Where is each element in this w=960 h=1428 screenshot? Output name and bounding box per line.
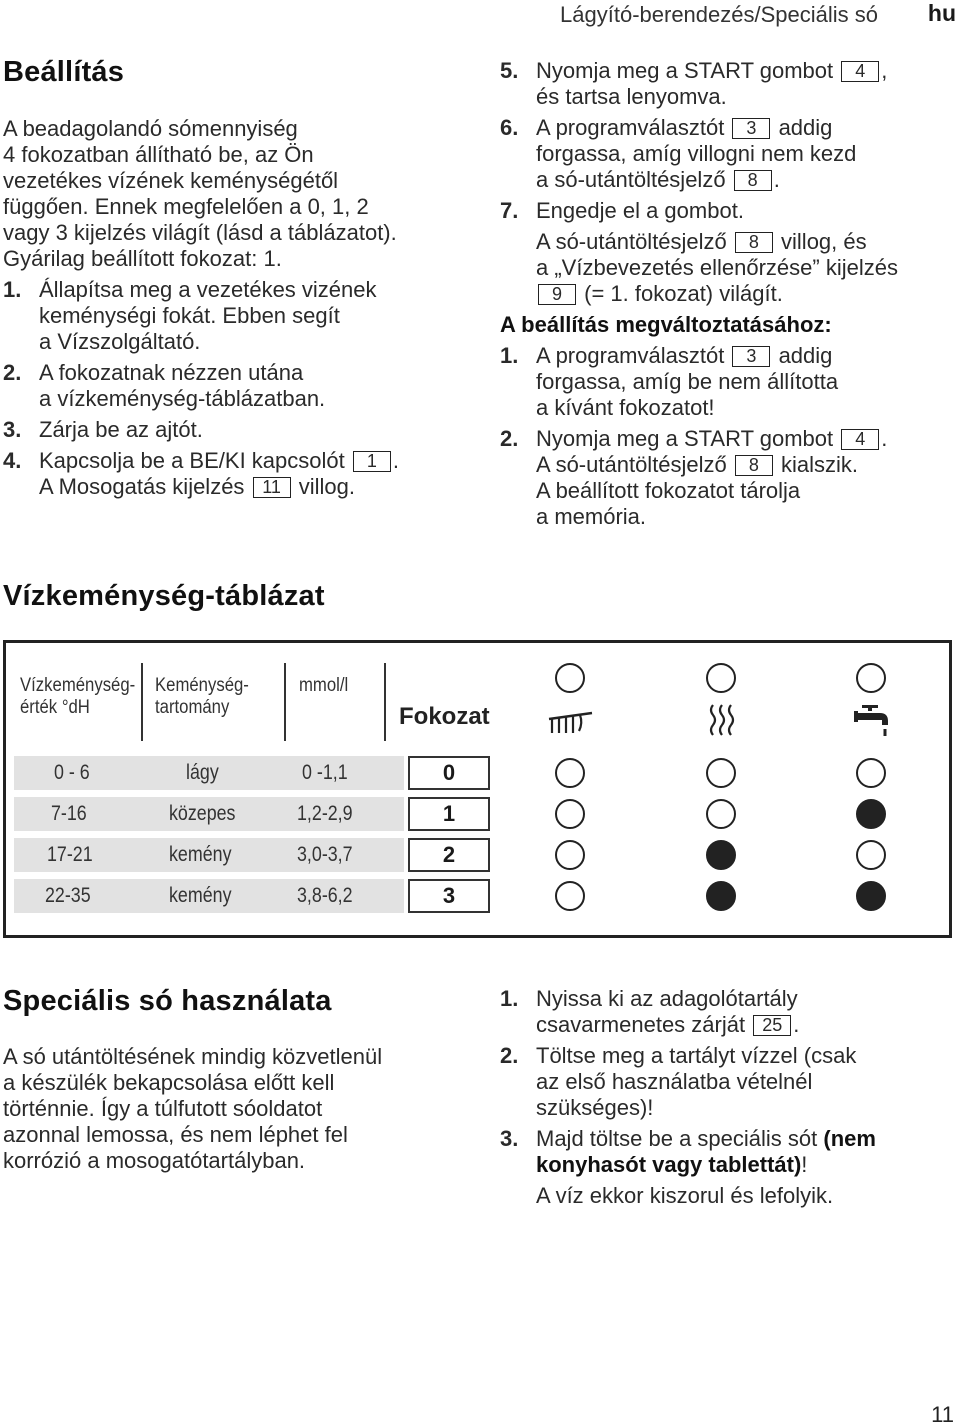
cell-dh: 17-21 xyxy=(47,843,93,866)
cell-range: kemény xyxy=(169,843,232,866)
led-indicator xyxy=(856,840,886,870)
led-indicator xyxy=(706,881,736,911)
header-divider xyxy=(284,663,286,741)
page-number: 11 xyxy=(931,1402,954,1427)
step-3: 3. Zárja be az ajtót. xyxy=(3,417,203,442)
tap-icon xyxy=(854,703,894,739)
key-box: 3 xyxy=(732,346,770,367)
header-divider xyxy=(384,663,386,741)
cell-range: lágy xyxy=(186,761,219,784)
table-heading: Vízkeménység-táblázat xyxy=(3,580,325,612)
key-box: 9 xyxy=(538,284,576,305)
led-indicator xyxy=(706,799,736,829)
indicator-icon xyxy=(555,663,585,693)
salt-step-2: 2. Töltse meg a tartályt vízzel (csak az első használatba vételnél szükséges)! xyxy=(500,1043,857,1120)
step-7: 7. Engedje el a gombot. A só-utántöltésjelző 8 villog, és a „Vízbevezetés ellenőrzése” kijelzés 9 (= 1. fokozat) világít. xyxy=(500,198,898,306)
intro-line: Gyárilag beállított fokozat: 1. xyxy=(3,246,282,271)
cell-mmol: 3,8-6,2 xyxy=(297,884,353,907)
cell-level: 3 xyxy=(408,879,490,913)
cell-dh: 22-35 xyxy=(45,884,91,907)
cell-mmol: 1,2-2,9 xyxy=(297,802,353,825)
language-code: hu xyxy=(927,0,956,26)
col-header-dh: Vízkeménység- érték °dH xyxy=(20,675,136,718)
led-indicator xyxy=(555,840,585,870)
intro-line: vezetékes vízének keménységétől xyxy=(3,168,339,193)
led-indicator xyxy=(555,758,585,788)
header-divider xyxy=(141,663,143,741)
led-indicator xyxy=(555,881,585,911)
steam-icon xyxy=(708,703,738,737)
led-indicator xyxy=(555,799,585,829)
led-indicator xyxy=(856,881,886,911)
col-header-mmol: mmol/l xyxy=(299,675,349,696)
key-box: 25 xyxy=(753,1015,791,1036)
key-box: 8 xyxy=(734,170,772,191)
key-box: 11 xyxy=(253,477,291,498)
special-salt-heading: Speciális só használata xyxy=(3,985,332,1017)
led-indicator xyxy=(706,840,736,870)
key-box: 4 xyxy=(841,429,879,450)
key-box: 3 xyxy=(732,118,770,139)
step-5: 5. Nyomja meg a START gombot 4 , és tartsa lenyomva. xyxy=(500,58,888,109)
salt-step-3: 3. Majd töltse be a speciális sót (nem konyhasót vagy tablettát)! A víz ekkor kiszorul és lefolyik. xyxy=(500,1126,876,1208)
key-box: 4 xyxy=(841,61,879,82)
cell-level: 2 xyxy=(408,838,490,872)
special-salt-intro: A só utántöltésének mindig közvetlenül a készülék bekapcsolása előtt kell történnie. Így a túlfutott sóoldatot azonnal lemossa, és nem léphet fel korrózió a mosogatótartályban. xyxy=(3,1044,383,1173)
key-box: 8 xyxy=(735,232,773,253)
cell-range: közepes xyxy=(169,802,236,825)
change-heading: A beállítás megváltoztatásához: xyxy=(500,312,832,337)
indicator-icon xyxy=(706,663,736,693)
step-4: 4. Kapcsolja be a BE/KI kapcsolót 1 . A Mosogatás kijelzés 11 villog. xyxy=(3,448,399,499)
intro-line: vagy 3 kijelzés világít (lásd a táblázatot). xyxy=(3,220,397,245)
key-box: 8 xyxy=(735,455,773,476)
cell-level: 1 xyxy=(408,797,490,831)
special-salt-steps xyxy=(500,986,955,1209)
cell-mmol: 3,0-3,7 xyxy=(297,843,353,866)
page-header-title: Lágyító-berendezés/Speciális só xyxy=(560,2,878,27)
step-6: 6. A programválasztót 3 addig forgassa, amíg villogni nem kezd a só-utántöltésjelző 8 . xyxy=(500,115,857,192)
rinse-icon xyxy=(546,709,596,737)
led-indicator xyxy=(706,758,736,788)
step-1: 1. Állapítsa meg a vezetékes vizének keménységi fokát. Ebben segít a Vízszolgáltató. xyxy=(3,277,377,354)
salt-step-1: 1. Nyissa ki az adagolótartály csavarmenetes zárját 25 . xyxy=(500,986,800,1037)
col-header-level: Fokozat xyxy=(399,703,490,730)
key-box: 1 xyxy=(353,451,391,472)
led-indicator xyxy=(856,799,886,829)
intro-line: 4 fokozatban állítható be, az Ön xyxy=(3,142,314,167)
cell-mmol: 0 -1,1 xyxy=(302,761,348,784)
cell-dh: 0 - 6 xyxy=(54,761,90,784)
led-indicator xyxy=(856,758,886,788)
change-step-1: 1. A programválasztót 3 addig forgassa, amíg be nem állította a kívánt fokozatot! xyxy=(500,343,839,420)
cell-dh: 7-16 xyxy=(51,802,87,825)
beallitas-steps-right xyxy=(500,58,955,530)
beallitas-heading: Beállítás xyxy=(3,56,125,88)
change-step-2: 2. Nyomja meg a START gombot 4 . A só-utántöltésjelző 8 kialszik. A beállított fokozatot tárolja a memória. xyxy=(500,426,888,529)
cell-range: kemény xyxy=(169,884,232,907)
col-header-range: Keménység- tartomány xyxy=(155,675,249,718)
hardness-table xyxy=(3,640,952,938)
indicator-icon xyxy=(856,663,886,693)
intro-line: függően. Ennek megfelelően a 0, 1, 2 xyxy=(3,194,369,219)
beallitas-intro xyxy=(3,116,473,500)
step-2: 2. A fokozatnak nézzen utána a vízkeménység-táblázatban. xyxy=(3,360,326,411)
cell-level: 0 xyxy=(408,756,490,790)
intro-line: A beadagolandó sómennyiség xyxy=(3,116,298,141)
